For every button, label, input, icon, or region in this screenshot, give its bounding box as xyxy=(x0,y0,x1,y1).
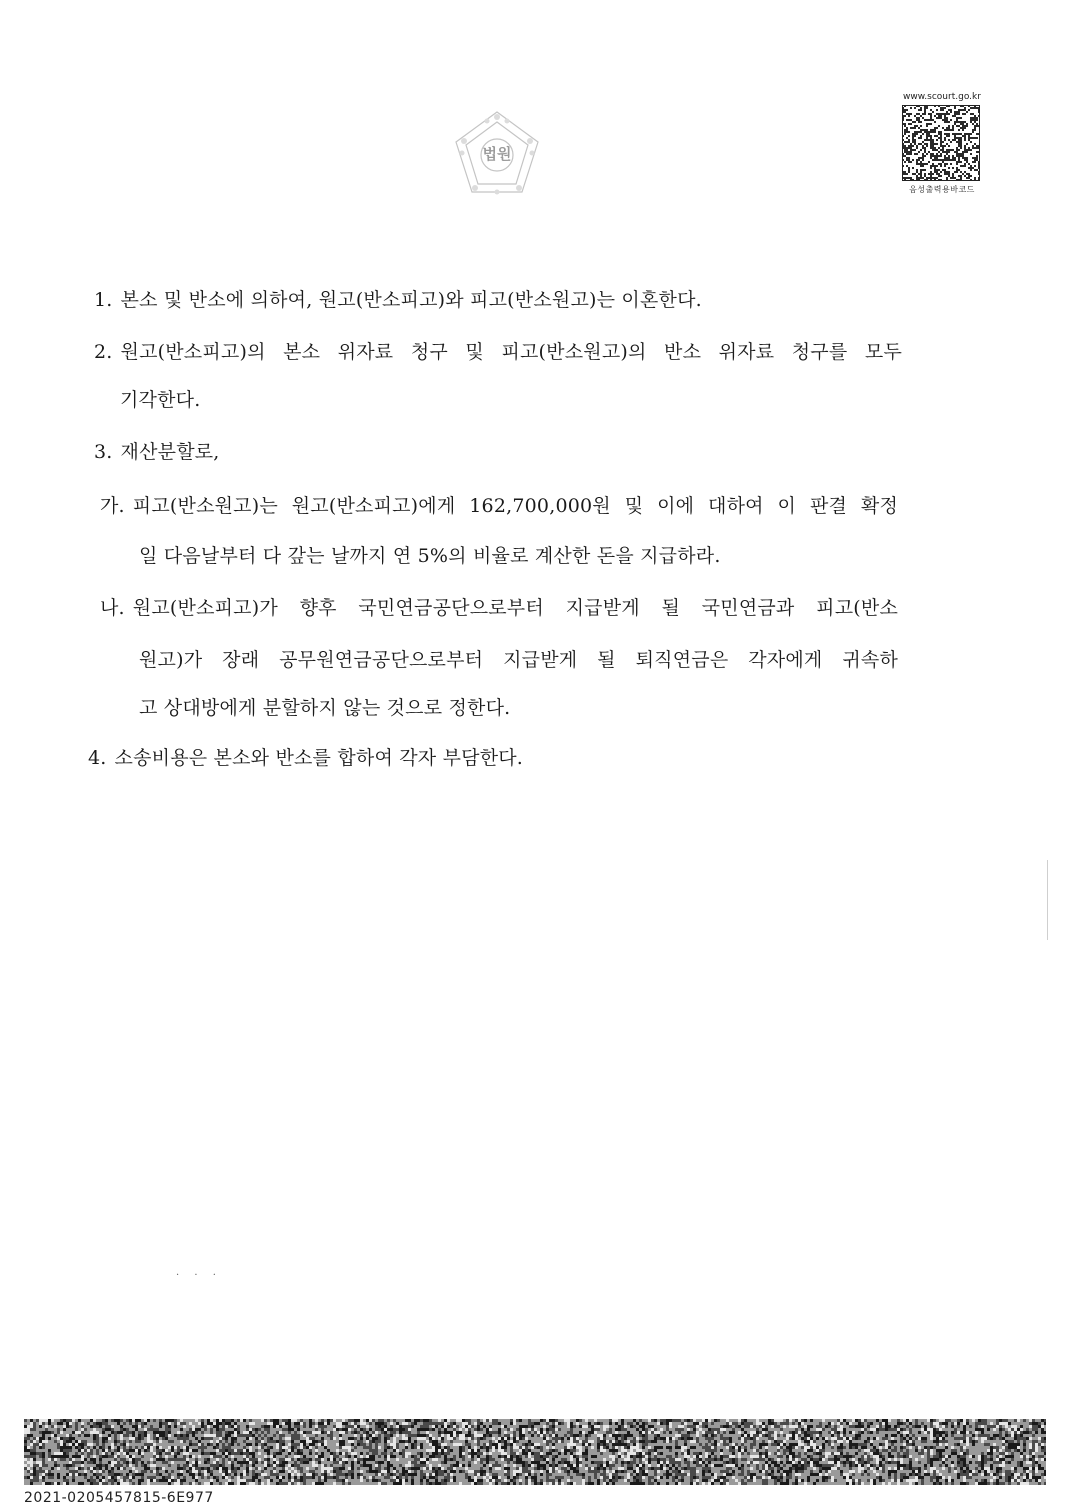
item-number: 3. xyxy=(94,441,113,463)
qr-barcode-icon xyxy=(902,105,980,181)
judgment-item-2-cont xyxy=(120,388,200,412)
item-number: 가. xyxy=(100,495,125,517)
item-number: 1. xyxy=(94,289,113,311)
item-text: 원고(반소피고)의 본소 위자료 청구 및 피고(반소원고)의 반소 위자료 청구를 모두 xyxy=(120,341,902,363)
qr-caption: 음성출력용바코드 xyxy=(909,185,975,194)
item-text: 재산분할로, xyxy=(120,441,220,463)
item-number: 나. xyxy=(100,597,125,619)
item-text: 원고(반소피고)가 향후 국민연금공단으로부터 지급받게 될 국민연금과 피고(반소 xyxy=(132,597,898,619)
judgment-subitem-ga-cont xyxy=(139,544,721,568)
scan-edge-mark xyxy=(1047,860,1048,940)
judgment-item-3 xyxy=(94,440,220,464)
item-text: 원고)가 장래 공무원연금공단으로부터 지급받게 될 퇴직연금은 각자에게 귀속하 xyxy=(139,649,898,671)
judgment-item-4 xyxy=(88,746,523,770)
judgment-subitem-na-cont-1 xyxy=(139,648,898,672)
document-barcode-icon xyxy=(24,1419,1046,1485)
item-text: 소송비용은 본소와 반소를 합하여 각자 부담한다. xyxy=(114,747,524,769)
item-text: 본소 및 반소에 의하여, 원고(반소피고)와 피고(반소원고)는 이혼한다. xyxy=(120,289,702,311)
court-seal-label: 법원 xyxy=(482,145,512,163)
judgment-subitem-na xyxy=(100,596,898,620)
item-text: 피고(반소원고)는 원고(반소피고)에게 162,700,000원 및 이에 대하여 이 판결 확정 xyxy=(132,495,898,517)
judgment-item-2 xyxy=(94,340,902,364)
item-text: 기각한다. xyxy=(120,389,201,411)
qr-url: www.scourt.go.kr xyxy=(903,92,981,102)
judgment-subitem-ga xyxy=(100,494,898,518)
judgment-item-1 xyxy=(94,288,702,312)
scan-artifact: · · · xyxy=(176,1270,222,1281)
judgment-subitem-na-cont-2 xyxy=(139,696,510,720)
item-number: 2. xyxy=(94,341,113,363)
item-number: 4. xyxy=(88,747,107,769)
item-text: 고 상대방에게 분할하지 않는 것으로 정한다. xyxy=(139,697,511,719)
document-id: 2021-0205457815-6E977 xyxy=(24,1490,214,1506)
item-text: 일 다음날부터 다 갚는 날까지 연 5%의 비율로 계산한 돈을 지급하라. xyxy=(139,545,721,567)
